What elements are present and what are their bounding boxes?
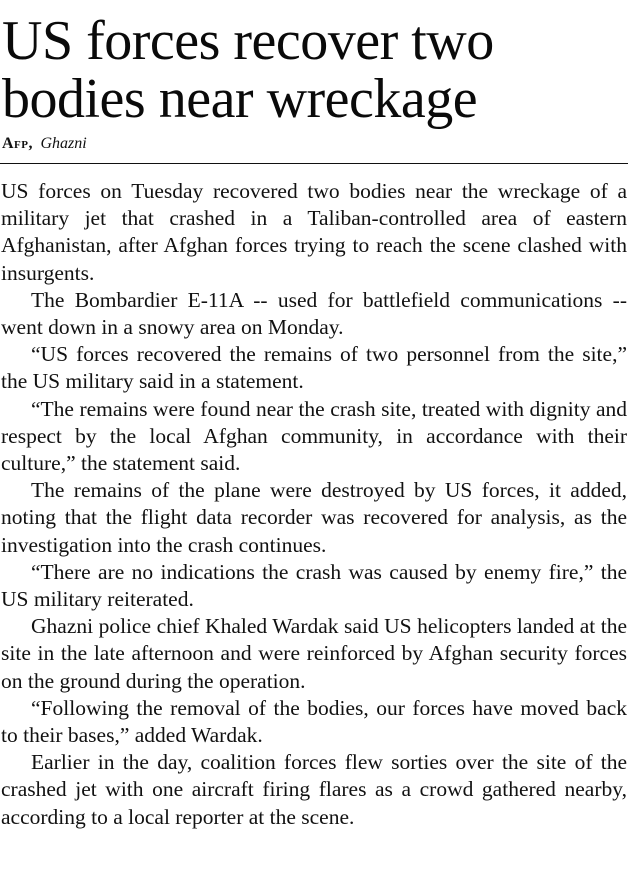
article-paragraph-7: Ghazni police chief Khaled Wardak said US helicopters landed at the site in the late afternoon and were reinforced by Afghan security forces on the ground during the operation. xyxy=(1,614,627,693)
article-paragraph-2: The Bombardier E-11A -- used for battlefield communications -- went down in a snowy area on Monday. xyxy=(1,287,627,340)
article-paragraph-6: “There are no indications the crash was caused by enemy fire,” the US military reiterated. xyxy=(1,559,627,612)
article-paragraph-5: The remains of the plane were destroyed by US forces, it added, noting that the flight data recorder was recovered for analysis, as the investigation into the crash continues. xyxy=(1,478,627,557)
article-paragraph-9: Earlier in the day, coalition forces flew sorties over the site of the crashed jet with one aircraft firing flares as a crowd gathered nearby, according to a local reporter at the scene. xyxy=(1,750,627,829)
article-paragraph-4: “The remains were found near the crash site, treated with dignity and respect by the local Afghan community, in accordance with their culture,” the statement said. xyxy=(1,396,627,476)
article-paragraph-1: US forces on Tuesday recovered two bodies near the wreckage of a military jet that crashed in a Taliban-controlled area of eastern Afghanistan, after Afghan forces trying to reach the scene clashed with insurgents. xyxy=(1,179,627,285)
headline-divider xyxy=(0,163,628,164)
article-headline: US forces recover two bodies near wreckage xyxy=(2,10,494,130)
article-paragraph-3: “US forces recovered the remains of two personnel from the site,” the US military said in a statement. xyxy=(1,342,627,394)
article-byline xyxy=(0,134,628,154)
byline-agency: Afp xyxy=(2,135,29,152)
byline-dateline: Ghazni xyxy=(40,135,87,152)
article-paragraph-8: “Following the removal of the bodies, our forces have moved back to their bases,” added Wardak. xyxy=(1,695,627,748)
article-body xyxy=(0,178,627,831)
byline-separator: , xyxy=(28,135,33,152)
